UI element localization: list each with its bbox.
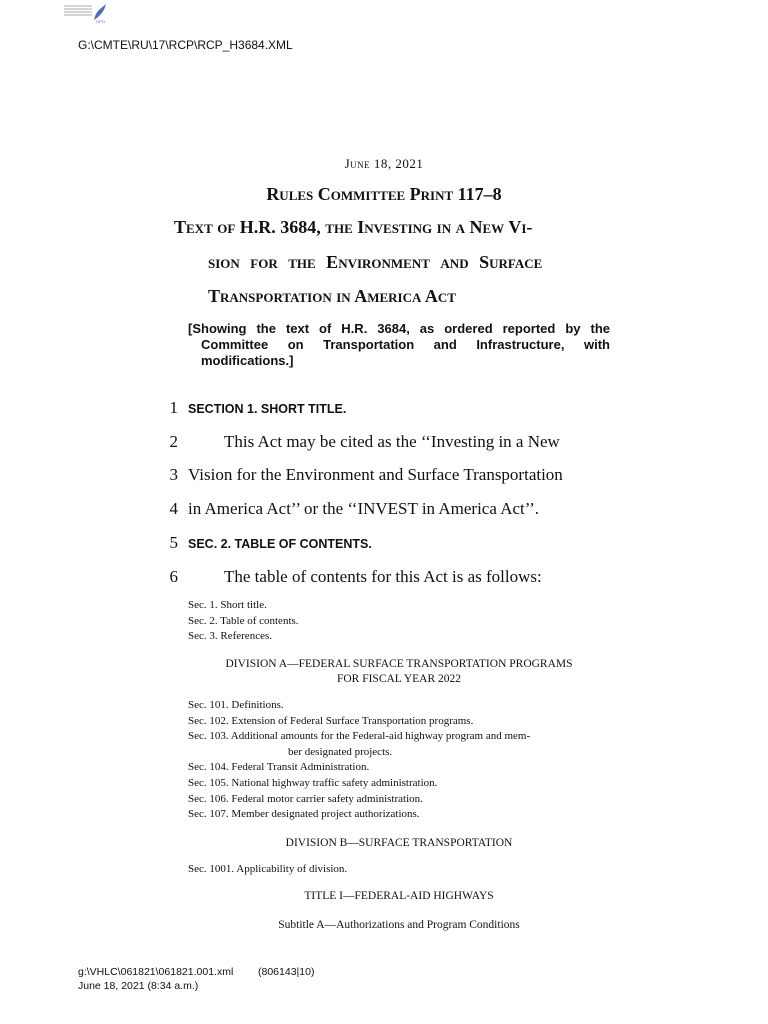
body-line: Vision for the Environment and Surface Transportation (188, 465, 563, 484)
division-heading: DIVISION B—SURFACE TRANSPORTATION (285, 837, 513, 849)
toc-group (188, 698, 610, 823)
toc-entry: Sec. 107. Member designated project authorizations. (188, 808, 420, 821)
line-number: 2 (169, 432, 178, 451)
section-heading: SECTION 1. SHORT TITLE. (188, 402, 347, 416)
toc-entry: Sec. 104. Federal Transit Administration. (188, 761, 370, 774)
footer-timestamp: June 18, 2021 (8:34 a.m.) (78, 980, 199, 992)
line-number: 5 (169, 533, 178, 552)
toc-entry: Sec. 103. Additional amounts for the Federal-aid highway program and mem- (188, 730, 531, 743)
division-heading-line: FOR FISCAL YEAR 2022 (336, 673, 462, 685)
body-line: This Act may be cited as the ‘‘Investing in a New (224, 432, 560, 451)
showing-note-text: [Showing the text of H.R. 3684, as ordered reported by the Committee on Transportation and Infrastructure, with modifications.] (188, 321, 610, 368)
doc-title-line-2: sion for the Environment and Surface (208, 252, 543, 272)
showing-note (188, 321, 610, 369)
footer-file: g:\VHLC\061821\061821.001.xml (78, 966, 234, 978)
toc-group (188, 862, 610, 878)
toc-entry: Sec. 106. Federal motor carrier safety administration. (188, 792, 423, 805)
toc-entry: Sec. 1001. Applicability of division. (188, 863, 348, 875)
toc-entry: Sec. 102. Extension of Federal Surface Transportation programs. (188, 714, 474, 727)
toc-entry-continuation: ber designated projects. (288, 745, 393, 758)
title-heading: TITLE I—FEDERAL-AID HIGHWAYS (304, 890, 494, 902)
doc-title-line-3: Transportation in America Act (208, 286, 456, 306)
line-number: 6 (169, 567, 178, 586)
footer-code: (806143|10) (258, 966, 315, 978)
division-heading (188, 657, 610, 687)
gpo-seal-icon (62, 2, 108, 24)
toc-entry: Sec. 3. References. (188, 630, 272, 643)
line-number: 1 (169, 398, 178, 417)
print-title: Rules Committee Print 117–8 (266, 184, 502, 204)
toc-group (188, 598, 610, 645)
section-heading: SEC. 2. TABLE OF CONTENTS. (188, 537, 372, 551)
toc-entry: Sec. 1. Short title. (188, 599, 267, 611)
body-line: in America Act’’ or the ‘‘INVEST in America Act’’. (188, 499, 540, 518)
toc-entry: Sec. 101. Definitions. (188, 699, 284, 711)
toc-entry: Sec. 2. Table of contents. (188, 614, 299, 627)
body-line: The table of contents for this Act is as follows: (224, 567, 542, 586)
svg-text:GPO: GPO (96, 19, 105, 24)
doc-title-line-1: Text of H.R. 3684, the Investing in a New Vi- (174, 217, 533, 237)
line-number: 3 (169, 465, 178, 484)
subtitle-heading: Subtitle A—Authorizations and Program Conditions (278, 919, 520, 931)
file-path: G:\CMTE\RU\17\RCP\RCP_H3684.XML (78, 38, 293, 52)
division-heading-line: DIVISION A—FEDERAL SURFACE TRANSPORTATION PROGRAMS (225, 658, 573, 670)
line-number: 4 (169, 499, 178, 518)
document-date: June 18, 2021 (344, 156, 424, 171)
toc-entry: Sec. 105. National highway traffic safety administration. (188, 776, 438, 789)
